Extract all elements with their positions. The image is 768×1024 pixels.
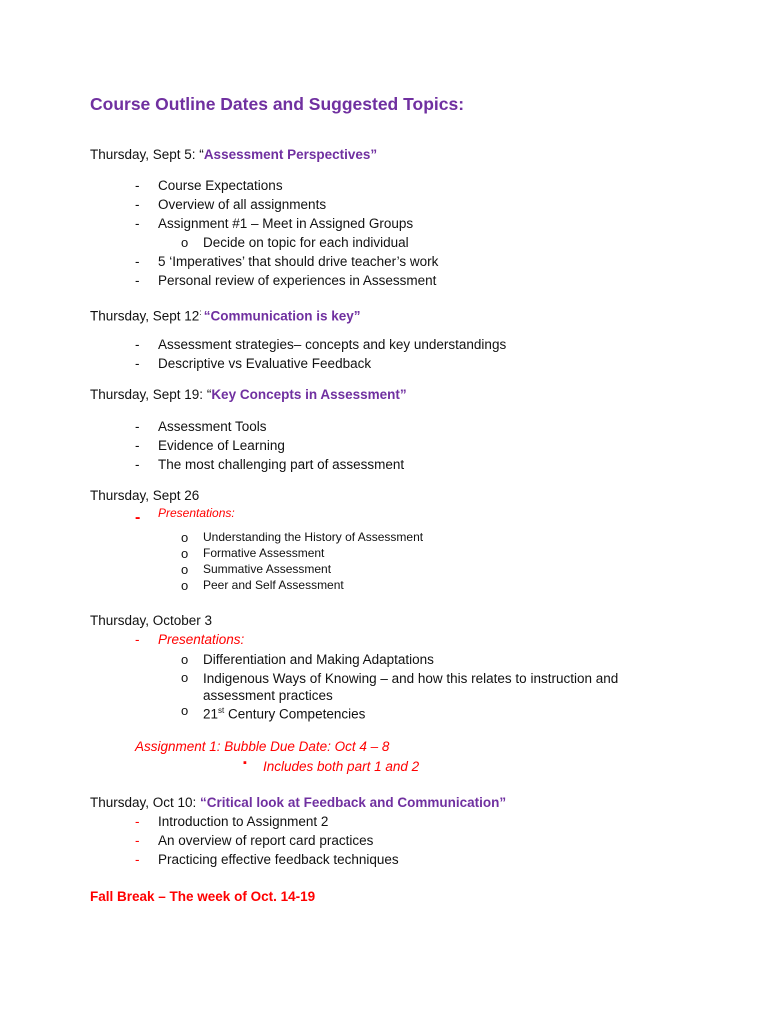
sub-list-item: Indigenous Ways of Knowing – and how this relates to instruction and assessment practices [203, 671, 619, 703]
sub-list-item-ordinal [203, 703, 365, 723]
session-heading [90, 387, 407, 403]
session-topic: Key Concepts in Assessment” [211, 387, 407, 402]
dash-bullet: - [135, 254, 140, 269]
fall-break-notice: Fall Break – The week of Oct. 14-19 [90, 889, 316, 904]
square-bullet-icon: ▪ [243, 757, 247, 769]
list-item: Personal review of experiences in Assessment [158, 273, 437, 288]
session-topic: “Communication is key” [203, 308, 361, 324]
sub-list-item: Peer and Self Assessment [203, 578, 344, 592]
page-title: Course Outline Dates and Suggested Topics: [90, 94, 465, 114]
dash-bullet: - [135, 419, 140, 434]
list-item: Overview of all assignments [158, 197, 327, 212]
sub-list-item: Summative Assessment [203, 562, 332, 576]
sub-list-item: Differentiation and Making Adaptations [203, 652, 434, 667]
list-item: Descriptive vs Evaluative Feedback [158, 356, 372, 371]
presentations-label: Presentations: [158, 506, 235, 520]
session-heading [90, 305, 361, 325]
red-dash-bullet: - [135, 509, 141, 526]
list-item: 5 ‘Imperatives’ that should drive teacher’s work [158, 254, 439, 269]
sub-list-item: Formative Assessment [203, 546, 325, 560]
session-date: Thursday, October 3 [90, 613, 213, 628]
list-item: The most challenging part of assessment [158, 457, 405, 472]
red-dash-bullet: - [135, 852, 140, 867]
list-item: Course Expectations [158, 178, 283, 193]
session-date: Thursday, Oct 10: [90, 795, 201, 810]
list-item: Introduction to Assignment 2 [158, 814, 329, 829]
dash-bullet: - [135, 438, 140, 453]
dash-bullet: - [135, 178, 140, 193]
dash-bullet: - [135, 356, 140, 371]
session-date: Thursday, Sept 12 [90, 308, 200, 324]
red-dash-bullet: - [135, 833, 140, 848]
circle-bullet: o [181, 670, 189, 685]
session-topic: “Critical look at Feedback and Communication” [200, 795, 507, 810]
session-date: Thursday, Sept 26 [90, 488, 200, 503]
presentations-label: Presentations: [158, 632, 245, 647]
session-heading [90, 147, 377, 163]
list-item: Assessment strategies– concepts and key understandings [158, 337, 507, 352]
circle-bullet: o [181, 546, 189, 561]
ordinal-text: Century Competencies [228, 706, 366, 722]
session-topic: Assessment Perspectives” [203, 147, 378, 162]
dash-bullet: - [135, 457, 140, 472]
list-item: Evidence of Learning [158, 438, 285, 453]
circle-bullet: o [181, 652, 189, 667]
list-item: Assignment #1 – Meet in Assigned Groups [158, 216, 414, 231]
assignment-due-note: Assignment 1: Bubble Due Date: Oct 4 – 8 [135, 739, 390, 754]
circle-bullet: o [181, 562, 189, 577]
circle-bullet: o [181, 235, 189, 250]
session-date: Thursday, Sept 19: “ [90, 387, 212, 402]
dash-bullet: - [135, 273, 140, 288]
list-item: Assessment Tools [158, 419, 267, 434]
circle-bullet: o [181, 703, 189, 718]
ordinal-suffix: st [218, 706, 225, 715]
red-dash-bullet: - [135, 814, 140, 829]
circle-bullet: o [181, 530, 189, 545]
list-item: An overview of report card practices [158, 833, 374, 848]
assignment-bullet-text: Includes both part 1 and 2 [263, 759, 420, 774]
sub-list-item: Decide on topic for each individual [203, 235, 409, 250]
dash-bullet: - [135, 197, 140, 212]
session-separator: : [199, 308, 204, 317]
circle-bullet: o [181, 578, 189, 593]
ordinal-number: 21 [203, 706, 219, 722]
list-item: Practicing effective feedback techniques [158, 852, 399, 867]
session-date: Thursday, Sept 5: “ [90, 147, 204, 162]
red-dash-bullet: - [135, 632, 140, 647]
session-heading [90, 795, 506, 811]
dash-bullet: - [135, 216, 140, 231]
dash-bullet: - [135, 337, 140, 352]
sub-list-item: Understanding the History of Assessment [203, 530, 424, 544]
